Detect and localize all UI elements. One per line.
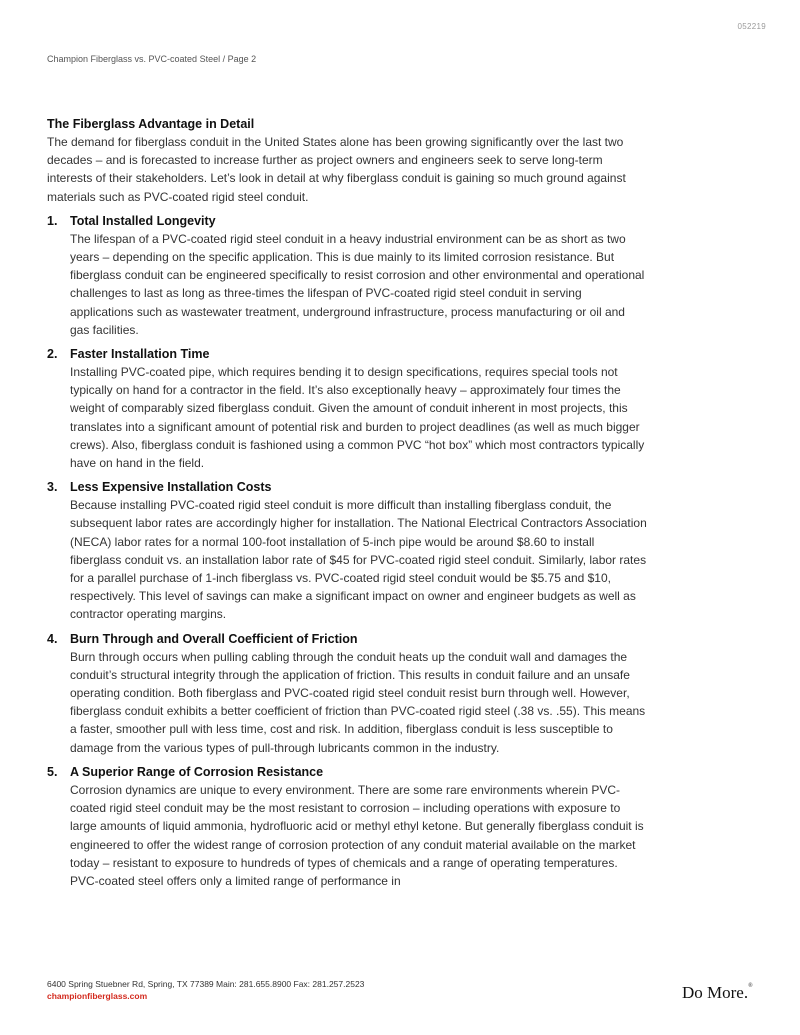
item-number: 4.	[47, 631, 58, 646]
advantages-list	[47, 212, 647, 890]
running-header: Champion Fiberglass vs. PVC-coated Steel / Page 2	[47, 54, 257, 64]
item-number: 2.	[47, 347, 58, 362]
item-number: 5.	[47, 764, 58, 779]
page-content	[47, 116, 647, 896]
item-title: Burn Through and Overall Coefficient of Friction	[70, 631, 358, 646]
item-title: Faster Installation Time	[70, 347, 210, 362]
list-item	[47, 763, 647, 890]
item-body: Installing PVC-coated pipe, which requires bending it to design specifications, requires special tools not typically on hand for a contractor in the field. It’s also exceptionally heavy – approximately four times the weight of comparably sized fiberglass conduit. Given the amount of conduit inherent in most projects, this translates into a significant amount of potential risk and burden to project deadlines (as well as much bigger crews). Also, fiberglass conduit is fashioned using a common PVC “hot box” which most contractors typically have on hand in the field.	[70, 365, 645, 471]
item-title: A Superior Range of Corrosion Resistance	[70, 764, 324, 779]
list-item	[47, 212, 647, 339]
item-title: Total Installed Longevity	[70, 213, 216, 228]
tagline-text: Do More.	[682, 983, 749, 1002]
footer-address: 6400 Spring Stuebner Rd, Spring, TX 77389 Main: 281.655.8900 Fax: 281.257.2523	[47, 979, 365, 989]
item-body: Burn through occurs when pulling cabling through the conduit heats up the conduit wall and damages the conduit’s structural integrity through the application of friction. This results in conduit failure and an unsafe operating condition. Both fiberglass and PVC-coated rigid steel conduit resist burn through well. However, fiberglass conduit exhibits a better coefficient of friction than PVC-coated rigid steel (.38 vs. .55). This means a faster, smoother pull with less time, cost and risk. In addition, fiberglass conduit is less susceptible to damage from the various types of pull-through lubricants common in the industry.	[70, 649, 646, 755]
item-body: Corrosion dynamics are unique to every environment. There are some rare environments wherein PVC-coated rigid steel conduit may be the most resistant to corrosion – including operations with exposure to large amounts of liquid ammonia, hydrofluoric acid or methyl ethyl ketone. But generally fiberglass conduit is engineered to offer the widest range of corrosion protection of any conduit material available on the market today – resistant to exposure to hundreds of types of chemicals and a range of operating temperatures. PVC-coated steel offers only a limited range of performance in	[70, 782, 644, 888]
intro-paragraph: The demand for fiberglass conduit in the United States alone has been growing significantly over the last two decades – and is forecasted to increase further as project owners and engineers seek to serve long-term interests of their stakeholders. Let’s look in detail at why fiberglass conduit is gaining so much ground against materials such as PVC-coated rigid steel conduit.	[47, 135, 626, 204]
item-number: 1.	[47, 213, 58, 228]
item-body: The lifespan of a PVC-coated rigid steel conduit in a heavy industrial environment can be as short as two years – depending on the specific application. This is due mainly to its limited corrosion resistance. But fiberglass conduit can be engineered specifically to resist corrosion and other environmental and operational challenges to last as long as three-times the lifespan of PVC-coated rigid steel conduit in serving applications such as wastewater treatment, underground infrastructure, process manufacturing or oil and gas facilities.	[70, 231, 645, 337]
list-item	[47, 630, 647, 757]
list-item	[47, 345, 647, 472]
section-title: The Fiberglass Advantage in Detail	[47, 117, 255, 131]
tagline-logo	[682, 983, 753, 1003]
item-number: 3.	[47, 480, 58, 495]
website-link[interactable]: championfiberglass.com	[47, 991, 148, 1001]
item-title: Less Expensive Installation Costs	[70, 480, 272, 495]
document-code: 052219	[737, 22, 766, 31]
item-body: Because installing PVC-coated rigid steel conduit is more difficult than installing fiberglass conduit, the subsequent labor rates are accordingly higher for installation. The National Electrical Contractors Association (NECA) labor rates for a normal 100-foot installation of 5-inch pipe would be around $8.60 to install fiberglass conduit vs. an installation labor rate of $45 for PVC-coated rigid steel conduit. Similarly, labor rates for a parallel purchase of 1-inch fiberglass vs. PVC-coated rigid steel conduit would be $5.75 and $10, respectively. This level of savings can make a significant impact on owner and engineer budgets as well as contractor operating margins.	[70, 498, 647, 622]
registered-mark: ®	[748, 983, 753, 989]
list-item	[47, 478, 647, 623]
